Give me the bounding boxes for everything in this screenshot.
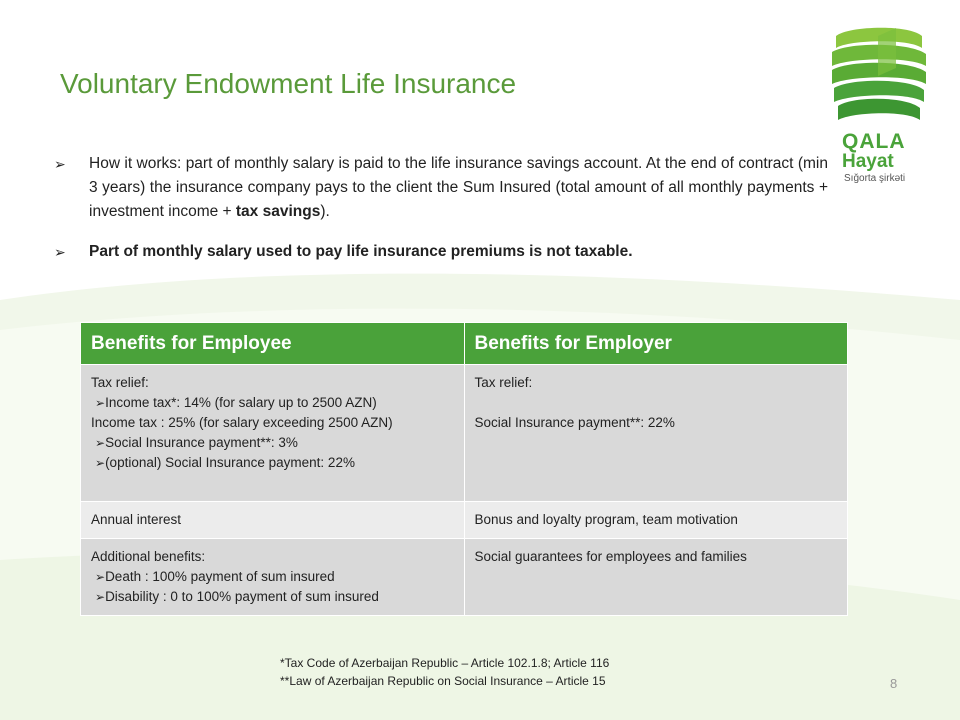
table-row <box>81 365 848 502</box>
arrow-bullet-icon: ➢ <box>54 156 66 172</box>
table-row <box>81 502 848 539</box>
arrow-bullet-icon: ➢ <box>95 590 106 604</box>
list-item-text: Income tax*: 14% (for salary up to 2500 AZN) <box>105 395 377 410</box>
list-item <box>91 433 454 453</box>
list-item-text: Disability : 0 to 100% payment of sum insured <box>105 589 379 604</box>
table-header-row <box>81 323 848 365</box>
cell-label: Tax relief: <box>91 375 149 390</box>
logo-text-tagline: Sığorta şirkəti <box>844 173 906 184</box>
list-item-text: Social Insurance payment**: 3% <box>105 435 298 450</box>
logo-text-hayat: Hayat <box>842 151 894 172</box>
list-item <box>91 393 454 413</box>
page-number: 8 <box>890 676 898 691</box>
logo-mark-icon <box>832 28 926 120</box>
table-row <box>81 539 848 616</box>
cell-employer-tax-relief <box>464 365 848 502</box>
footnote-tax-code: *Tax Code of Azerbaijan Republic – Article 102.1.8; Article 116 <box>280 656 610 670</box>
arrow-bullet-icon: ➢ <box>95 396 106 410</box>
list-item <box>91 453 454 473</box>
bullet-text: Part of monthly salary used to pay life insurance premiums is not taxable. <box>89 243 633 260</box>
bullet-not-taxable <box>54 240 828 264</box>
header-employer: Benefits for Employer <box>464 323 848 365</box>
bullet-bold-text: tax savings <box>235 203 321 220</box>
list-item-text: Death : 100% payment of sum insured <box>105 569 335 584</box>
footnote-social-law: **Law of Azerbaijan Republic on Social Insurance – Article 15 <box>280 674 606 688</box>
list-item <box>91 567 454 587</box>
slide-title: Voluntary Endowment Life Insurance <box>60 68 517 99</box>
bullet-list <box>54 152 828 264</box>
arrow-bullet-icon: ➢ <box>95 456 106 470</box>
cell-employee-tax-relief <box>81 365 465 502</box>
list-item-text: (optional) Social Insurance payment: 22% <box>105 455 355 470</box>
cell-employer-bonus: Bonus and loyalty program, team motivation <box>464 502 848 539</box>
logo-text-qala: QALA <box>842 130 906 153</box>
bullet-text: How it works: part of monthly salary is paid to the life insurance savings account. At the end of contract (min 3 years) the insurance company pays to the client the Sum Insured (total amount of all monthly payments + investment income + <box>89 155 828 220</box>
arrow-bullet-icon: ➢ <box>54 244 66 260</box>
cell-label: Tax relief: <box>474 375 533 390</box>
footnotes <box>280 654 609 690</box>
header-employee: Benefits for Employee <box>81 323 465 365</box>
cell-label: Additional benefits: <box>91 549 206 564</box>
arrow-bullet-icon: ➢ <box>95 570 106 584</box>
arrow-bullet-icon: ➢ <box>95 436 106 450</box>
cell-employer-social: Social guarantees for employees and families <box>464 539 848 616</box>
benefits-table <box>80 322 848 616</box>
cell-employee-additional <box>81 539 465 616</box>
list-item <box>91 587 454 607</box>
bullet-how-it-works <box>54 152 828 224</box>
cell-employee-annual-interest: Annual interest <box>81 502 465 539</box>
cell-line: Social Insurance payment**: 22% <box>474 415 675 430</box>
bullet-end-text: ). <box>320 203 330 220</box>
cell-line: Income tax : 25% (for salary exceeding 2500 AZN) <box>91 415 393 430</box>
